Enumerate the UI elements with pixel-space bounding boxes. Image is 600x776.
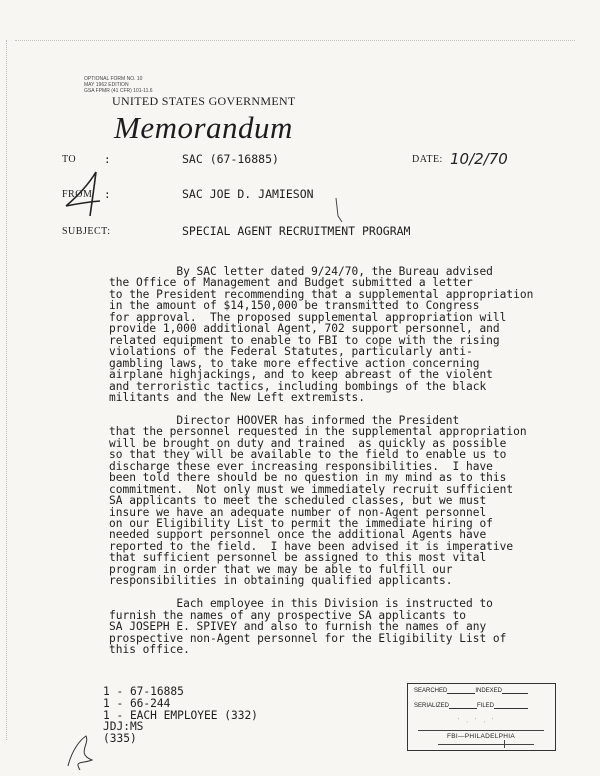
to-label: TO bbox=[62, 154, 77, 165]
handwritten-initial-mark bbox=[56, 168, 116, 218]
handwritten-tick-mark bbox=[332, 196, 346, 224]
from-label: FROM bbox=[62, 189, 93, 200]
paragraph-1: By SAC letter dated 9/24/70, the Bureau advised the Office of Management and Budget submitted a letter to the President recommending that a supplemental appropriation in the amount of $14,150,000 be transmitted to Congress for approval. The proposed supplemental appropriation will provide 1,000 additional Agent, 702 support personnel, and related equipment to enable to FBI to cope with the rising violations of the Federal Statutes, particularly anti- gambling laws, to take more effective action concerning airplane highjackings, and to keep abreast of the violent and terroristic tactics, including bombings of the black militants and the New Left extremists. bbox=[109, 265, 534, 404]
scan-edge-left bbox=[6, 40, 13, 740]
scan-edge-top bbox=[15, 40, 575, 41]
distribution-list: 1 - 67-16885 1 - 66-244 1 - EACH EMPLOYEE (332) JDJ:MS (335) bbox=[103, 685, 258, 746]
handwritten-scribble bbox=[62, 730, 102, 772]
date-label: DATE: bbox=[412, 154, 443, 165]
government-heading: UNITED STATES GOVERNMENT bbox=[112, 94, 296, 108]
subject-value: SPECIAL AGENT RECRUITMENT PROGRAM bbox=[182, 224, 411, 238]
paragraph-2: Director HOOVER has informed the President that the personnel requested in the supplemental appropriation will be brought on duty and trained as quickly as possible so that they will be available to the field to enable us to discharge these ever increasing responsibilities. I have been told there should be no question in my mind as to this commitment. Not only must we immediately recruit sufficient SA applicants to meet the scheduled classes, but we must insure we have an adequate number of non-Agent personnel on our Eligibility List to permit the immediate hiring of needed support personnel once the additional Agents have reported to the field. I have been advised it is imperative that sufficient personnel be assigned to this most vital program in order that we may be able to fulfill our responsibilities in obtaining qualified applicants. bbox=[109, 413, 527, 588]
from-colon: : bbox=[104, 188, 111, 201]
from-value: SAC JOE D. JAMIESON bbox=[182, 187, 314, 201]
file-stamp: SEARCHED INDEXED SERIALIZED FILED ' , ' , ' FBI—PHILADELPHIA bbox=[407, 683, 556, 751]
memo-title: Memorandum bbox=[114, 110, 293, 145]
paragraph-3: Each employee in this Division is instructed to furnish the names of any prospective SA applicants to SA JOSEPH E. SPIVEY and also to furnish the names of any prospective non-Agent personnel for the Eligibility List of this office. bbox=[109, 597, 507, 657]
subject-label: SUBJECT: bbox=[62, 226, 111, 237]
stamp-smudge: ' , ' , ' bbox=[458, 718, 497, 724]
to-colon: : bbox=[104, 153, 111, 166]
to-value: SAC (67-16885) bbox=[182, 152, 279, 166]
memo-body bbox=[109, 266, 579, 656]
stamp-office: FBI—PHILADELPHIA bbox=[418, 730, 544, 740]
date-value: 10/2/70 bbox=[450, 150, 508, 168]
form-number: OPTIONAL FORM NO. 10 MAY 1962 EDITION GSA FPMR (41 CFR) 101-11.6 bbox=[84, 76, 153, 94]
